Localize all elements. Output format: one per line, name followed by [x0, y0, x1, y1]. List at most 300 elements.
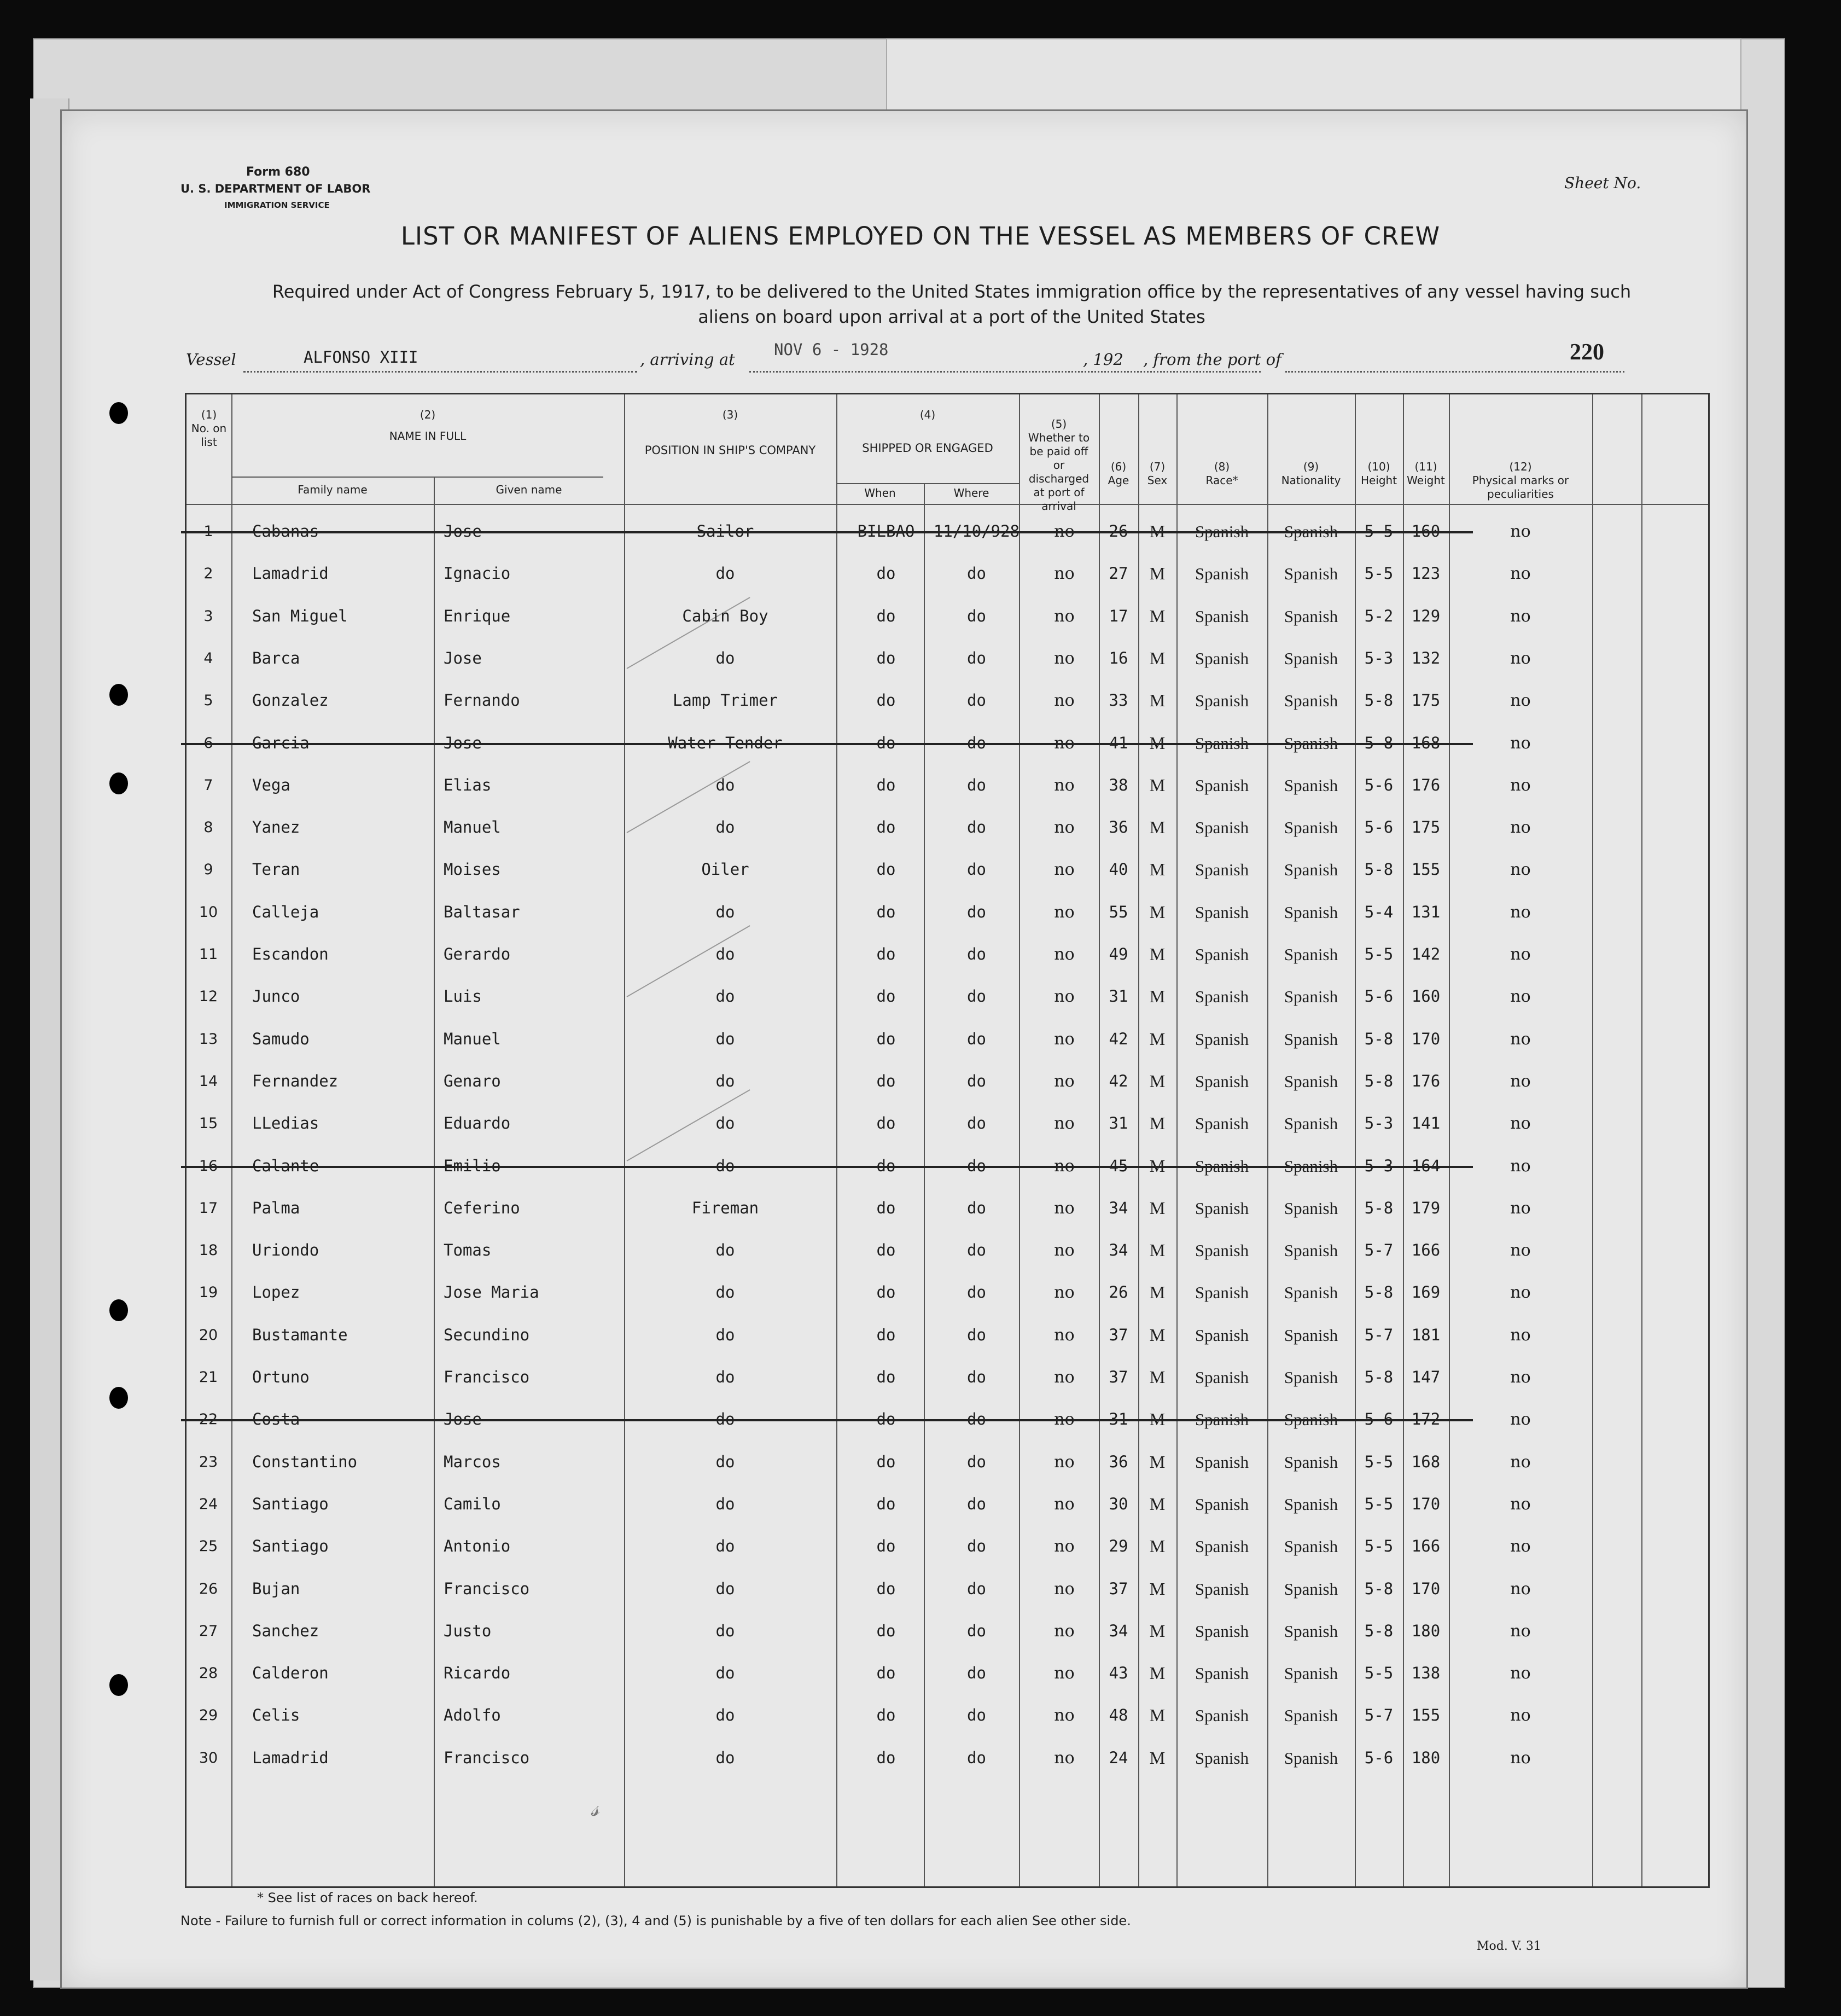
punch-hole: [109, 1674, 128, 1696]
given-name-cell: Antonio: [444, 1537, 511, 1556]
shipped-where-cell: do: [967, 1748, 986, 1767]
row-number-cell: 23: [199, 1453, 218, 1471]
height-cell: 5-4: [1364, 902, 1394, 921]
height-cell: 5-5: [1364, 1537, 1394, 1556]
sex-cell: M: [1149, 1071, 1166, 1091]
age-cell: 40: [1109, 860, 1128, 879]
shipped-when-cell: do: [876, 1579, 896, 1598]
position-cell: do: [715, 1368, 735, 1386]
physical-marks-cell: no: [1510, 1029, 1531, 1049]
vessel-line: [186, 340, 1641, 377]
family-name-cell: Garcia: [252, 733, 310, 752]
height-cell: 5-8: [1364, 1368, 1394, 1386]
race-cell: Spanish: [1195, 1156, 1249, 1176]
race-cell: Spanish: [1195, 1241, 1249, 1260]
nationality-cell: Spanish: [1284, 1410, 1338, 1430]
shipped-when-cell: do: [876, 733, 896, 752]
nationality-cell: Spanish: [1284, 1706, 1338, 1725]
position-cell: Sailor: [696, 522, 754, 541]
row-number-cell: 17: [199, 1199, 218, 1217]
table-row: [187, 1102, 1708, 1144]
physical-marks-cell: no: [1510, 606, 1531, 626]
header-col4: (4) SHIPPED OR ENGAGED: [862, 408, 993, 455]
position-cell: do: [715, 1029, 735, 1048]
paid-off-cell: no: [1054, 1452, 1075, 1472]
family-name-cell: Calderon: [252, 1664, 329, 1683]
shipped-when-cell: do: [876, 818, 896, 837]
shipped-where-cell: 11/10/928: [933, 522, 1020, 541]
row-number-cell: 20: [199, 1326, 218, 1344]
sex-cell: M: [1149, 944, 1166, 964]
position-cell: do: [715, 1494, 735, 1513]
paid-off-cell: no: [1054, 1241, 1075, 1260]
given-name-cell: Enrique: [444, 606, 511, 625]
header-family-name: Family name: [298, 483, 368, 496]
table-row: [187, 510, 1708, 553]
height-cell: 5-8: [1364, 1029, 1394, 1048]
position-cell: do: [715, 1664, 735, 1683]
sex-cell: M: [1149, 817, 1166, 838]
table-row: [187, 1568, 1708, 1610]
strikethrough-line: [181, 531, 1473, 533]
given-name-cell: Gerardo: [444, 945, 511, 963]
position-cell: do: [715, 648, 735, 667]
paid-off-cell: no: [1054, 522, 1075, 541]
shipped-when-cell: do: [876, 1029, 896, 1048]
family-name-cell: Cabanas: [252, 522, 319, 541]
height-cell: 5-8: [1364, 860, 1394, 879]
form-header-block: [180, 164, 370, 213]
position-cell: do: [715, 945, 735, 963]
position-cell: do: [715, 1325, 735, 1344]
given-name-cell: Ceferino: [444, 1198, 520, 1217]
age-cell: 37: [1109, 1325, 1128, 1344]
race-cell: Spanish: [1195, 1410, 1249, 1430]
given-name-cell: Camilo: [444, 1494, 501, 1513]
physical-marks-cell: no: [1510, 1579, 1531, 1599]
sex-cell: M: [1149, 1367, 1166, 1387]
given-name-cell: Francisco: [444, 1748, 530, 1767]
row-number-cell: 30: [199, 1749, 218, 1767]
nationality-cell: Spanish: [1284, 902, 1338, 922]
sex-cell: M: [1149, 1198, 1166, 1218]
given-name-cell: Jose: [444, 648, 482, 667]
vessel-name: ALFONSO XIII: [304, 348, 418, 367]
paid-off-cell: no: [1054, 1410, 1075, 1430]
header-col7: (7) Sex: [1147, 460, 1168, 487]
shipped-where-cell: do: [967, 987, 986, 1006]
family-name-cell: Sanchez: [252, 1621, 319, 1640]
position-cell: do: [715, 1452, 735, 1471]
age-cell: 37: [1109, 1579, 1128, 1598]
height-cell: 5-6: [1364, 818, 1394, 837]
nationality-cell: Spanish: [1284, 860, 1338, 880]
weight-cell: 138: [1411, 1664, 1441, 1683]
shipped-where-cell: do: [967, 1368, 986, 1386]
height-cell: 5-5: [1364, 522, 1394, 541]
punch-hole: [109, 402, 128, 424]
sex-cell: M: [1149, 1663, 1166, 1683]
position-cell: do: [715, 564, 735, 583]
height-cell: 5-8: [1364, 1621, 1394, 1640]
shipped-where-cell: do: [967, 733, 986, 752]
race-cell: Spanish: [1195, 1452, 1249, 1472]
nationality-cell: Spanish: [1284, 1241, 1338, 1260]
family-name-cell: Ortuno: [252, 1368, 310, 1386]
shipped-when-cell: do: [876, 1156, 896, 1175]
height-cell: 5-8: [1364, 691, 1394, 710]
race-cell: Spanish: [1195, 1579, 1249, 1599]
shipped-where-cell: do: [967, 902, 986, 921]
row-number-cell: 16: [199, 1157, 218, 1175]
family-name-cell: Santiago: [252, 1494, 329, 1513]
row-number-cell: 14: [199, 1072, 218, 1090]
position-cell: Water Tender: [668, 733, 783, 752]
row-number-cell: 24: [199, 1495, 218, 1513]
table-row: [187, 679, 1708, 722]
sex-cell: M: [1149, 1113, 1166, 1134]
age-cell: 43: [1109, 1664, 1128, 1683]
height-cell: 5-5: [1364, 564, 1394, 583]
physical-marks-cell: no: [1510, 564, 1531, 584]
table-row: [187, 1483, 1708, 1525]
weight-cell: 176: [1411, 775, 1441, 794]
nationality-cell: Spanish: [1284, 1664, 1338, 1683]
header-col3: (3) POSITION IN SHIP'S COMPANY: [644, 408, 816, 457]
punch-hole: [109, 684, 128, 706]
shipped-when-cell: do: [876, 1494, 896, 1513]
nationality-cell: Spanish: [1284, 775, 1338, 795]
row-number-cell: 6: [203, 734, 213, 752]
position-cell: do: [715, 1283, 735, 1302]
row-number-cell: 9: [203, 861, 213, 879]
paid-off-cell: no: [1054, 775, 1075, 795]
height-cell: 5-3: [1364, 1156, 1394, 1175]
physical-marks-cell: no: [1510, 1368, 1531, 1387]
physical-marks-cell: no: [1510, 1114, 1531, 1134]
family-name-cell: Gonzalez: [252, 691, 329, 710]
position-cell: do: [715, 1621, 735, 1640]
physical-marks-cell: no: [1510, 1156, 1531, 1176]
row-number-cell: 10: [199, 903, 218, 921]
age-cell: 31: [1109, 987, 1128, 1006]
row-number-cell: 11: [199, 946, 218, 963]
family-name-cell: Calleja: [252, 902, 319, 921]
age-cell: 36: [1109, 818, 1128, 837]
shipped-when-cell: do: [876, 1664, 896, 1683]
race-cell: Spanish: [1195, 1198, 1249, 1218]
table-row: [187, 1525, 1708, 1567]
weight-cell: 131: [1411, 902, 1441, 921]
header-col11: (11) Weight: [1407, 460, 1445, 487]
height-cell: 5-3: [1364, 1114, 1394, 1133]
header-col12: (12) Physical marks or peculiarities: [1472, 460, 1569, 501]
physical-marks-cell: no: [1510, 733, 1531, 753]
nationality-cell: Spanish: [1284, 1029, 1338, 1049]
paid-off-cell: no: [1054, 1664, 1075, 1683]
table-row: [187, 1145, 1708, 1187]
height-cell: 5-5: [1364, 1494, 1394, 1513]
shipped-where-cell: do: [967, 1537, 986, 1556]
crew-manifest-table: [185, 393, 1710, 1888]
weight-cell: 170: [1411, 1579, 1441, 1598]
paid-off-cell: no: [1054, 1283, 1075, 1303]
sex-cell: M: [1149, 1409, 1166, 1430]
shipped-when-cell: do: [876, 1198, 896, 1217]
row-number-cell: 25: [199, 1538, 218, 1555]
paid-off-cell: no: [1054, 1325, 1075, 1345]
nationality-cell: Spanish: [1284, 1283, 1338, 1303]
position-cell: do: [715, 1579, 735, 1598]
sex-cell: M: [1149, 563, 1166, 584]
height-cell: 5-6: [1364, 987, 1394, 1006]
height-cell: 5-8: [1364, 1283, 1394, 1302]
sex-cell: M: [1149, 1155, 1166, 1176]
shipped-where-cell: do: [967, 691, 986, 710]
family-name-cell: Vega: [252, 775, 290, 794]
position-cell: do: [715, 1156, 735, 1175]
physical-marks-cell: no: [1510, 648, 1531, 668]
age-cell: 45: [1109, 1156, 1128, 1175]
position-cell: Lamp Trimer: [672, 691, 778, 710]
from-port-label: , from the port of: [1143, 350, 1281, 369]
age-cell: 31: [1109, 1114, 1128, 1133]
table-row: [187, 1229, 1708, 1271]
header-col5: (5) Whether to be paid off or discharged at port of arrival: [1028, 417, 1090, 513]
row-number-cell: 21: [199, 1369, 218, 1386]
row-number-cell: 28: [199, 1665, 218, 1682]
paid-off-cell: no: [1054, 1198, 1075, 1218]
weight-cell: 129: [1411, 606, 1441, 625]
given-name-cell: Baltasar: [444, 902, 520, 921]
paid-off-cell: no: [1054, 1156, 1075, 1176]
family-name-cell: Lamadrid: [252, 564, 329, 583]
sex-cell: M: [1149, 1240, 1166, 1260]
position-cell: do: [715, 1071, 735, 1090]
age-cell: 26: [1109, 1283, 1128, 1302]
age-cell: 30: [1109, 1494, 1128, 1513]
physical-marks-cell: no: [1510, 860, 1531, 880]
row-number-cell: 15: [199, 1115, 218, 1132]
height-cell: 5-7: [1364, 1325, 1394, 1344]
race-cell: Spanish: [1195, 1748, 1249, 1768]
row-number-cell: 3: [203, 607, 213, 625]
paid-off-cell: no: [1054, 1494, 1075, 1514]
weight-cell: 164: [1411, 1156, 1441, 1175]
sex-cell: M: [1149, 902, 1166, 922]
given-name-cell: Marcos: [444, 1452, 501, 1471]
family-name-cell: Calante: [252, 1156, 319, 1175]
nationality-cell: Spanish: [1284, 1325, 1338, 1345]
weight-cell: 147: [1411, 1368, 1441, 1386]
shipped-when-cell: do: [876, 1748, 896, 1767]
header-when: When: [864, 486, 896, 499]
shipped-where-cell: do: [967, 1156, 986, 1175]
shipped-where-cell: do: [967, 1198, 986, 1217]
given-name-cell: Francisco: [444, 1579, 530, 1598]
family-name-cell: Santiago: [252, 1537, 329, 1556]
table-row: [187, 1694, 1708, 1736]
height-cell: 5-5: [1364, 1452, 1394, 1471]
shipped-when-cell: do: [876, 1071, 896, 1090]
table-row: [187, 1187, 1708, 1229]
paid-off-cell: no: [1054, 1029, 1075, 1049]
height-cell: 5-7: [1364, 1241, 1394, 1260]
service-label: IMMIGRATION SERVICE: [224, 200, 330, 210]
page-title: LIST OR MANIFEST OF ALIENS EMPLOYED ON THE VESSEL AS MEMBERS OF CREW: [400, 222, 1441, 251]
shipped-where-cell: do: [967, 1706, 986, 1725]
paid-off-cell: no: [1054, 945, 1075, 964]
race-cell: Spanish: [1195, 1029, 1249, 1049]
given-name-cell: Moises: [444, 860, 501, 879]
weight-cell: 155: [1411, 1706, 1441, 1725]
position-cell: do: [715, 818, 735, 837]
position-cell: do: [715, 775, 735, 794]
race-cell: Spanish: [1195, 1071, 1249, 1091]
shipped-when-cell: do: [876, 1114, 896, 1133]
shipped-where-cell: do: [967, 1452, 986, 1471]
age-cell: 37: [1109, 1368, 1128, 1386]
shipped-when-cell: do: [876, 1325, 896, 1344]
sex-cell: M: [1149, 733, 1166, 753]
race-cell: Spanish: [1195, 1621, 1249, 1641]
table-row: [187, 849, 1708, 891]
shipped-when-cell: do: [876, 1621, 896, 1640]
family-name-cell: Bustamante: [252, 1325, 348, 1344]
position-cell: do: [715, 902, 735, 921]
shipped-when-cell: do: [876, 691, 896, 710]
race-cell: Spanish: [1195, 860, 1249, 880]
form-number: Form 680: [246, 165, 310, 179]
row-number-cell: 5: [203, 692, 213, 710]
given-name-cell: Elias: [444, 775, 492, 794]
sex-cell: M: [1149, 1620, 1166, 1641]
shipped-where-cell: do: [967, 1494, 986, 1513]
row-number-cell: 1: [203, 523, 213, 540]
table-row: [187, 1441, 1708, 1483]
paid-off-cell: no: [1054, 987, 1075, 1007]
vessel-label: Vessel: [186, 350, 236, 369]
age-cell: 16: [1109, 648, 1128, 667]
paid-off-cell: no: [1054, 1748, 1075, 1768]
weight-cell: 166: [1411, 1537, 1441, 1556]
table-row: [187, 933, 1708, 975]
position-cell: do: [715, 1410, 735, 1429]
family-name-cell: Barca: [252, 648, 300, 667]
header-col2: (2) NAME IN FULL: [389, 408, 467, 443]
shipped-when-cell: BILBAO: [857, 522, 915, 541]
page-subtitle: Required under Act of Congress February 5, 1917, to be delivered to the United States immigration office by the representatives of any vessel having such aliens on board upon arrival at a port of the United States: [272, 281, 1632, 327]
penalty-note: Note - Failure to furnish full or correct information in colums (2), (3), 4 and (5) is punishable by a five of ten dollars for each alien See other side.: [180, 1913, 1131, 1928]
physical-marks-cell: no: [1510, 691, 1531, 711]
shipped-where-cell: do: [967, 1410, 986, 1429]
nationality-cell: Spanish: [1284, 818, 1338, 838]
paid-off-cell: no: [1054, 691, 1075, 711]
physical-marks-cell: no: [1510, 1706, 1531, 1725]
position-cell: do: [715, 1537, 735, 1556]
weight-cell: 172: [1411, 1410, 1441, 1429]
paid-off-cell: no: [1054, 1071, 1075, 1091]
strikethrough-line: [181, 1166, 1473, 1168]
given-name-cell: Jose: [444, 1410, 482, 1429]
paid-off-cell: no: [1054, 733, 1075, 753]
weight-cell: 169: [1411, 1283, 1441, 1302]
weight-cell: 179: [1411, 1198, 1441, 1217]
race-cell: Spanish: [1195, 564, 1249, 584]
row-number-cell: 4: [203, 649, 213, 667]
race-cell: Spanish: [1195, 606, 1249, 626]
age-cell: 36: [1109, 1452, 1128, 1471]
weight-cell: 155: [1411, 860, 1441, 879]
physical-marks-cell: no: [1510, 1494, 1531, 1514]
race-cell: Spanish: [1195, 1664, 1249, 1683]
nationality-cell: Spanish: [1284, 564, 1338, 584]
height-cell: 5-8: [1364, 1579, 1394, 1598]
given-name-cell: Jose: [444, 522, 482, 541]
weight-cell: 176: [1411, 1071, 1441, 1090]
table-row: [187, 764, 1708, 806]
shipped-when-cell: do: [876, 648, 896, 667]
shipped-when-cell: do: [876, 564, 896, 583]
physical-marks-cell: no: [1510, 1283, 1531, 1303]
family-name-cell: Celis: [252, 1706, 300, 1725]
given-name-cell: Emilio: [444, 1156, 501, 1175]
weight-cell: 141: [1411, 1114, 1441, 1133]
age-cell: 17: [1109, 606, 1128, 625]
paid-off-cell: no: [1054, 1114, 1075, 1134]
table-row: [187, 1737, 1708, 1779]
family-name-cell: San Miguel: [252, 606, 348, 625]
given-name-cell: Ricardo: [444, 1664, 511, 1683]
row-number-cell: 19: [199, 1284, 218, 1302]
family-name-cell: Yanez: [252, 818, 300, 837]
age-cell: 34: [1109, 1241, 1128, 1260]
position-cell: do: [715, 987, 735, 1006]
nationality-cell: Spanish: [1284, 1621, 1338, 1641]
given-name-cell: Justo: [444, 1621, 492, 1640]
nationality-cell: Spanish: [1284, 1198, 1338, 1218]
nationality-cell: Spanish: [1284, 606, 1338, 626]
paid-off-cell: no: [1054, 648, 1075, 668]
paid-off-cell: no: [1054, 1579, 1075, 1599]
row-number-cell: 8: [203, 819, 213, 836]
table-row: [187, 637, 1708, 679]
table-row: [187, 1060, 1708, 1102]
family-name-cell: Lopez: [252, 1283, 300, 1302]
shipped-when-cell: do: [876, 1368, 896, 1386]
table-row: [187, 595, 1708, 637]
family-name-cell: Costa: [252, 1410, 300, 1429]
physical-marks-cell: no: [1510, 902, 1531, 922]
shipped-when-cell: do: [876, 860, 896, 879]
nationality-cell: Spanish: [1284, 1114, 1338, 1134]
shipped-when-cell: do: [876, 987, 896, 1006]
height-cell: 5-8: [1364, 1071, 1394, 1090]
given-name-cell: Genaro: [444, 1071, 501, 1090]
race-cell: Spanish: [1195, 733, 1249, 753]
physical-marks-cell: no: [1510, 1452, 1531, 1472]
physical-marks-cell: no: [1510, 1198, 1531, 1218]
sex-cell: M: [1149, 606, 1166, 626]
nationality-cell: Spanish: [1284, 733, 1338, 753]
age-cell: 48: [1109, 1706, 1128, 1725]
age-cell: 27: [1109, 564, 1128, 583]
physical-marks-cell: no: [1510, 1748, 1531, 1768]
position-cell: do: [715, 1114, 735, 1133]
paid-off-cell: no: [1054, 818, 1075, 838]
shipped-where-cell: do: [967, 945, 986, 963]
table-row: [187, 553, 1708, 595]
